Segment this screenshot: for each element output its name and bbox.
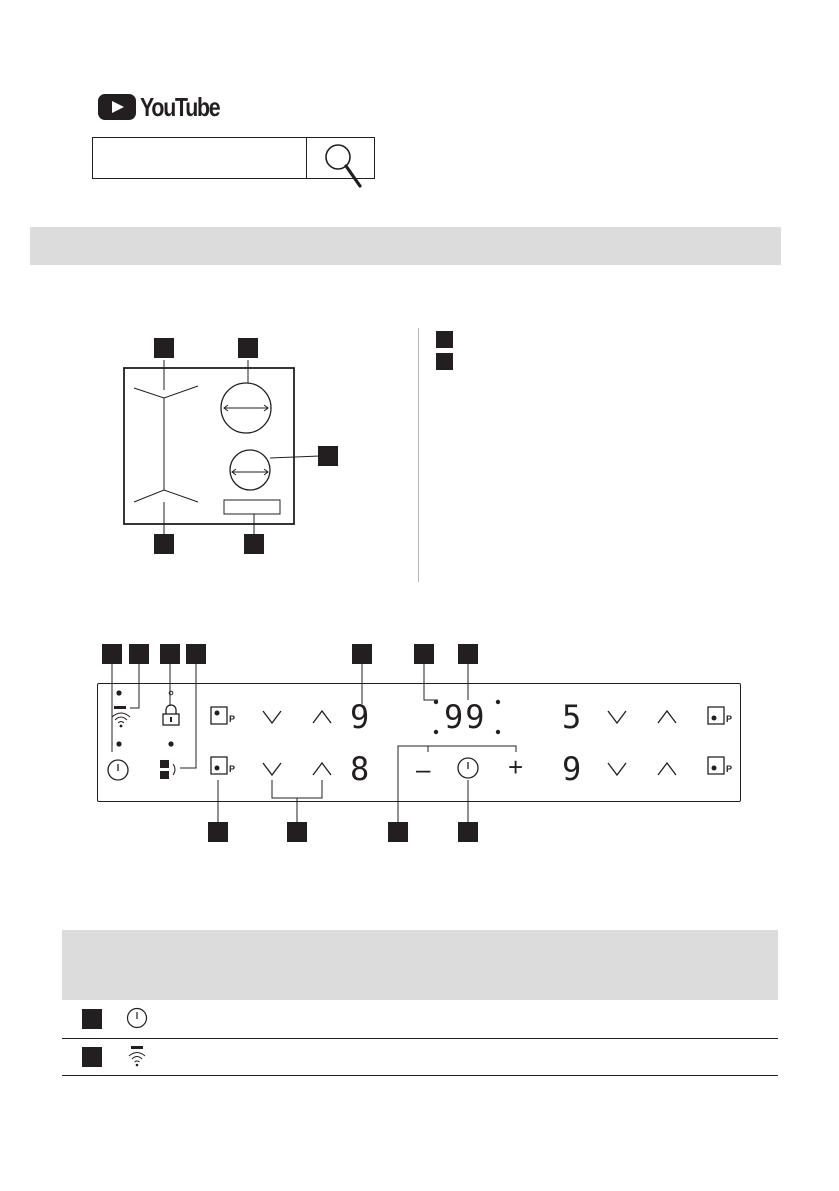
- power-button[interactable]: [106, 758, 130, 782]
- table-row: [62, 1039, 778, 1076]
- timer-indicator-lights: [432, 698, 508, 738]
- heat-down-button[interactable]: [262, 710, 282, 724]
- pause-letter: P: [726, 764, 733, 774]
- callout-marker: [287, 822, 307, 842]
- pause-letter: P: [229, 764, 236, 774]
- heat-setting-display: 9: [350, 698, 370, 736]
- bridge-button[interactable]: [160, 760, 182, 782]
- youtube-wordmark: YouTube: [140, 92, 220, 122]
- heat-setting-display: 5: [562, 698, 582, 736]
- heat-down-button[interactable]: [262, 762, 282, 776]
- heat-up-button[interactable]: [657, 710, 677, 724]
- callout-marker: [458, 822, 478, 842]
- callout-marker: [388, 822, 408, 842]
- lock-icon[interactable]: [161, 704, 181, 726]
- power-boost-icon: [707, 756, 735, 780]
- control-panel: [97, 683, 741, 802]
- timer-display: 99: [444, 698, 487, 736]
- power-boost-icon: [210, 756, 238, 780]
- heat-setting-display: 8: [350, 750, 370, 788]
- row-number-marker: [82, 1009, 102, 1029]
- timer-minus-button[interactable]: –: [416, 754, 431, 784]
- pause-letter: P: [229, 714, 236, 724]
- timer-plus-button[interactable]: +: [508, 752, 524, 782]
- heat-down-button[interactable]: [607, 710, 627, 724]
- hob2hood-icon: [126, 1045, 148, 1067]
- heat-setting-display: 9: [562, 750, 582, 788]
- table-header: [62, 930, 778, 1000]
- power-boost-button[interactable]: [707, 706, 735, 735]
- pause-letter: P: [726, 714, 733, 724]
- table-row: [62, 1000, 778, 1039]
- power-boost-button[interactable]: [707, 756, 735, 785]
- power-boost-button[interactable]: [210, 756, 238, 785]
- control-panel-drawing: [98, 684, 742, 803]
- power-icon: [126, 1007, 148, 1029]
- heat-down-button[interactable]: [607, 762, 627, 776]
- timer-clock-button[interactable]: [457, 757, 479, 779]
- power-boost-icon: [707, 706, 735, 730]
- heat-up-button[interactable]: [312, 710, 332, 724]
- callout-marker: [208, 822, 228, 842]
- power-boost-icon: [210, 706, 238, 730]
- heat-up-button[interactable]: [657, 762, 677, 776]
- heat-up-button[interactable]: [312, 762, 332, 776]
- power-boost-button[interactable]: [210, 706, 238, 735]
- hob2hood-icon[interactable]: [110, 706, 132, 728]
- row-number-marker: [82, 1047, 102, 1067]
